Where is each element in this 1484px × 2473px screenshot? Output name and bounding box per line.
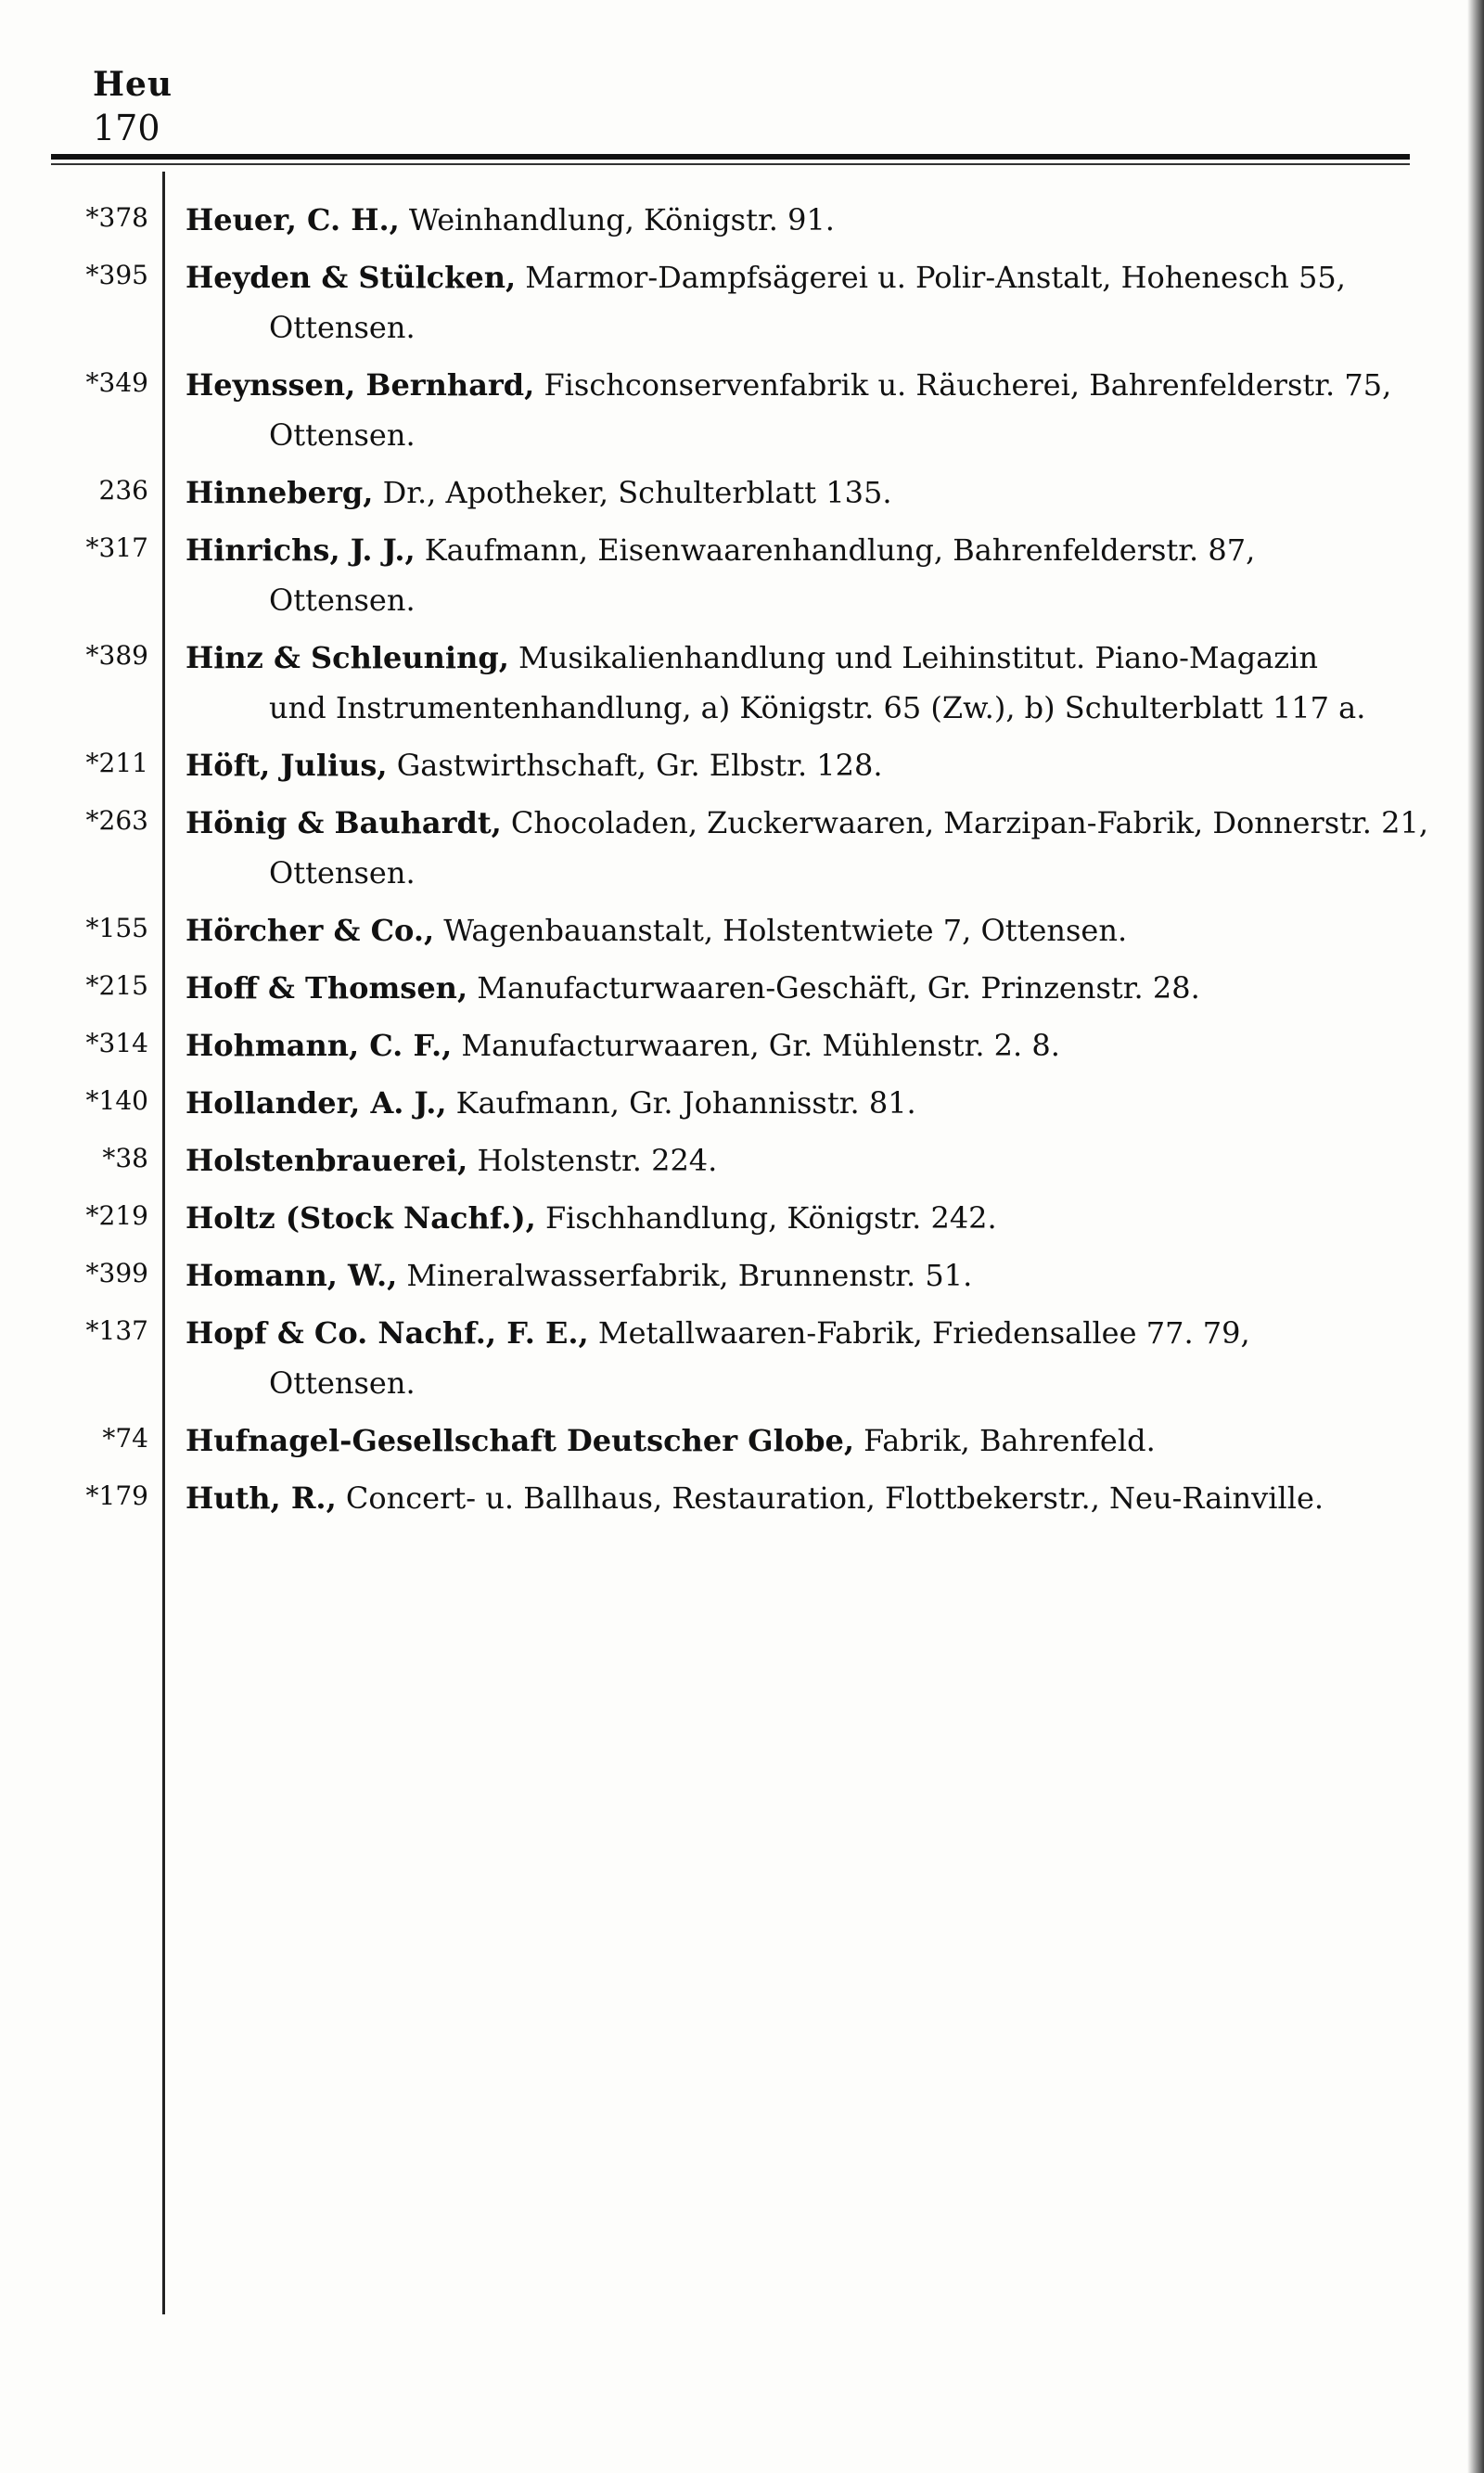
entry-number: *395 xyxy=(85,260,148,290)
entry-gap xyxy=(0,1523,1484,1531)
entry-name: Homann, W., xyxy=(186,1258,398,1293)
entry-gap xyxy=(0,1466,1484,1473)
entry-first-line xyxy=(186,1078,1447,1128)
entry-continuation-line xyxy=(269,683,1447,733)
entry-text: Wagenbauanstalt, Holstentwiete 7, Ottensen. xyxy=(443,913,1128,948)
header-rule xyxy=(51,154,1410,160)
entry-text: Mineralwasserfabrik, Brunnenstr. 51. xyxy=(406,1258,973,1293)
entry-text: und Instrumentenhandlung, a) Königstr. 65 (Zw.), b) Schulterblatt 117 a. xyxy=(269,690,1366,725)
directory-entry xyxy=(0,468,1484,525)
entry-first-line xyxy=(186,360,1447,410)
entry-gap xyxy=(0,245,1484,252)
entry-name: Hufnagel-Gesellschaft Deutscher Globe, xyxy=(186,1423,854,1458)
page-number: 170 xyxy=(93,108,160,148)
entry-number: *389 xyxy=(85,640,148,671)
entry-name: Hinrichs, J. J., xyxy=(186,532,416,568)
entry-number: *399 xyxy=(85,1258,148,1288)
entry-continuation-line xyxy=(269,575,1447,625)
entry-first-line xyxy=(186,963,1447,1013)
header-rule-thin xyxy=(51,163,1410,165)
entry-gap xyxy=(0,352,1484,360)
entry-gap xyxy=(0,955,1484,963)
entry-number: *219 xyxy=(85,1200,148,1231)
entry-text: Fischconservenfabrik u. Räucherei, Bahrenfelderstr. 75, xyxy=(544,367,1392,403)
entry-gap xyxy=(0,1013,1484,1020)
directory-entry xyxy=(0,963,1484,1020)
entry-gap xyxy=(0,790,1484,798)
entry-number: 236 xyxy=(98,475,148,506)
entry-name: Heyden & Stülcken, xyxy=(186,260,517,295)
entry-number: *74 xyxy=(102,1423,148,1454)
entry-name: Hinz & Schleuning, xyxy=(186,640,509,675)
directory-entry xyxy=(0,1078,1484,1135)
directory-entry xyxy=(0,1308,1484,1416)
directory-entry xyxy=(0,798,1484,905)
entry-name: Hollander, A. J., xyxy=(186,1085,447,1121)
directory-entry xyxy=(0,1193,1484,1250)
entry-number: *179 xyxy=(85,1480,148,1511)
entry-first-line xyxy=(186,1416,1447,1466)
entry-number: *263 xyxy=(85,805,148,836)
directory-entry xyxy=(0,360,1484,468)
entry-name: Holstenbrauerei, xyxy=(186,1143,468,1178)
running-head-word: Heu xyxy=(93,65,173,104)
entry-name: Hinneberg, xyxy=(186,475,374,510)
entry-text: Marmor-Dampfsägerei u. Polir-Anstalt, Hohenesch 55, xyxy=(525,260,1346,295)
entry-gap xyxy=(0,1408,1484,1416)
directory-entry xyxy=(0,633,1484,740)
entry-text: Holstenstr. 224. xyxy=(477,1143,718,1178)
entry-gap xyxy=(0,625,1484,633)
entry-first-line xyxy=(186,905,1447,955)
entry-name: Hopf & Co. Nachf., F. E., xyxy=(186,1315,589,1351)
entry-text: Fabrik, Bahrenfeld. xyxy=(864,1423,1156,1458)
entry-gap xyxy=(0,518,1484,525)
entry-gap xyxy=(0,1070,1484,1078)
entry-continuation-line xyxy=(269,848,1447,898)
entry-first-line xyxy=(186,798,1447,848)
entry-gap xyxy=(0,898,1484,905)
entry-text: Dr., Apotheker, Schulterblatt 135. xyxy=(382,475,892,510)
entry-text: Metallwaaren-Fabrik, Friedensallee 77. 79, xyxy=(597,1315,1250,1351)
entry-text: Ottensen. xyxy=(269,855,416,891)
entry-name: Hoff & Thomsen, xyxy=(186,970,468,1006)
entry-number: *140 xyxy=(85,1085,148,1116)
entry-number: *215 xyxy=(85,970,148,1001)
entry-text: Manufacturwaaren-Geschäft, Gr. Prinzenstr. 28. xyxy=(477,970,1200,1006)
entry-number: *349 xyxy=(85,367,148,398)
directory-entries xyxy=(0,195,1484,1531)
entry-first-line xyxy=(186,1135,1447,1185)
directory-entry xyxy=(0,1473,1484,1531)
entry-name: Hönig & Bauhardt, xyxy=(186,805,502,840)
entry-continuation-line xyxy=(269,302,1447,352)
entry-text: Kaufmann, Eisenwaarenhandlung, Bahrenfelderstr. 87, xyxy=(424,532,1256,568)
entry-name: Heynssen, Bernhard, xyxy=(186,367,535,403)
entry-first-line xyxy=(186,1020,1447,1070)
directory-entry xyxy=(0,525,1484,633)
entry-first-line xyxy=(186,633,1447,683)
entry-first-line xyxy=(186,1250,1447,1301)
entry-continuation-line xyxy=(269,410,1447,460)
entry-text: Ottensen. xyxy=(269,310,416,345)
entry-gap xyxy=(0,733,1484,740)
entry-gap xyxy=(0,1243,1484,1250)
entry-name: Huth, R., xyxy=(186,1480,337,1516)
entry-number: *314 xyxy=(85,1028,148,1058)
entry-text: Gastwirthschaft, Gr. Elbstr. 128. xyxy=(396,748,883,783)
directory-entry xyxy=(0,1020,1484,1078)
entry-name: Hörcher & Co., xyxy=(186,913,435,948)
entry-number: *38 xyxy=(102,1143,148,1173)
directory-entry xyxy=(0,1135,1484,1193)
entry-first-line xyxy=(186,1473,1447,1523)
entry-name: Höft, Julius, xyxy=(186,748,388,783)
entry-text: Fischhandlung, Königstr. 242. xyxy=(544,1200,997,1236)
entry-name: Holtz (Stock Nachf.), xyxy=(186,1200,536,1236)
entry-gap xyxy=(0,460,1484,468)
entry-first-line xyxy=(186,252,1447,302)
entry-text: Ottensen. xyxy=(269,583,416,618)
entry-gap xyxy=(0,1301,1484,1308)
directory-entry xyxy=(0,1250,1484,1308)
entry-text: Concert- u. Ballhaus, Restauration, Flottbekerstr., Neu-Rainville. xyxy=(345,1480,1324,1516)
entry-continuation-line xyxy=(269,1358,1447,1408)
entry-first-line xyxy=(186,195,1447,245)
entry-text: Weinhandlung, Königstr. 91. xyxy=(408,202,835,237)
entry-number: *155 xyxy=(85,913,148,943)
directory-entry xyxy=(0,252,1484,360)
entry-name: Hohmann, C. F., xyxy=(186,1028,453,1063)
entry-first-line xyxy=(186,468,1447,518)
entry-text: Musikalienhandlung und Leihinstitut. Piano-Magazin xyxy=(518,640,1318,675)
entry-name: Heuer, C. H., xyxy=(186,202,400,237)
directory-entry xyxy=(0,195,1484,252)
entry-number: *317 xyxy=(85,532,148,563)
entry-gap xyxy=(0,1128,1484,1135)
entry-text: Ottensen. xyxy=(269,417,416,453)
directory-entry xyxy=(0,905,1484,963)
entry-text: Ottensen. xyxy=(269,1365,416,1401)
entry-text: Kaufmann, Gr. Johannisstr. 81. xyxy=(455,1085,916,1121)
entry-number: *378 xyxy=(85,202,148,233)
entry-number: *137 xyxy=(85,1315,148,1346)
entry-number: *211 xyxy=(85,748,148,778)
entry-first-line xyxy=(186,1193,1447,1243)
directory-entry xyxy=(0,740,1484,798)
entry-text: Chocoladen, Zuckerwaaren, Marzipan-Fabrik, Donnerstr. 21, xyxy=(510,805,1429,840)
entry-gap xyxy=(0,1185,1484,1193)
entry-first-line xyxy=(186,1308,1447,1358)
directory-entry xyxy=(0,1416,1484,1473)
entry-first-line xyxy=(186,740,1447,790)
entry-first-line xyxy=(186,525,1447,575)
entry-text: Manufacturwaaren, Gr. Mühlenstr. 2. 8. xyxy=(461,1028,1060,1063)
